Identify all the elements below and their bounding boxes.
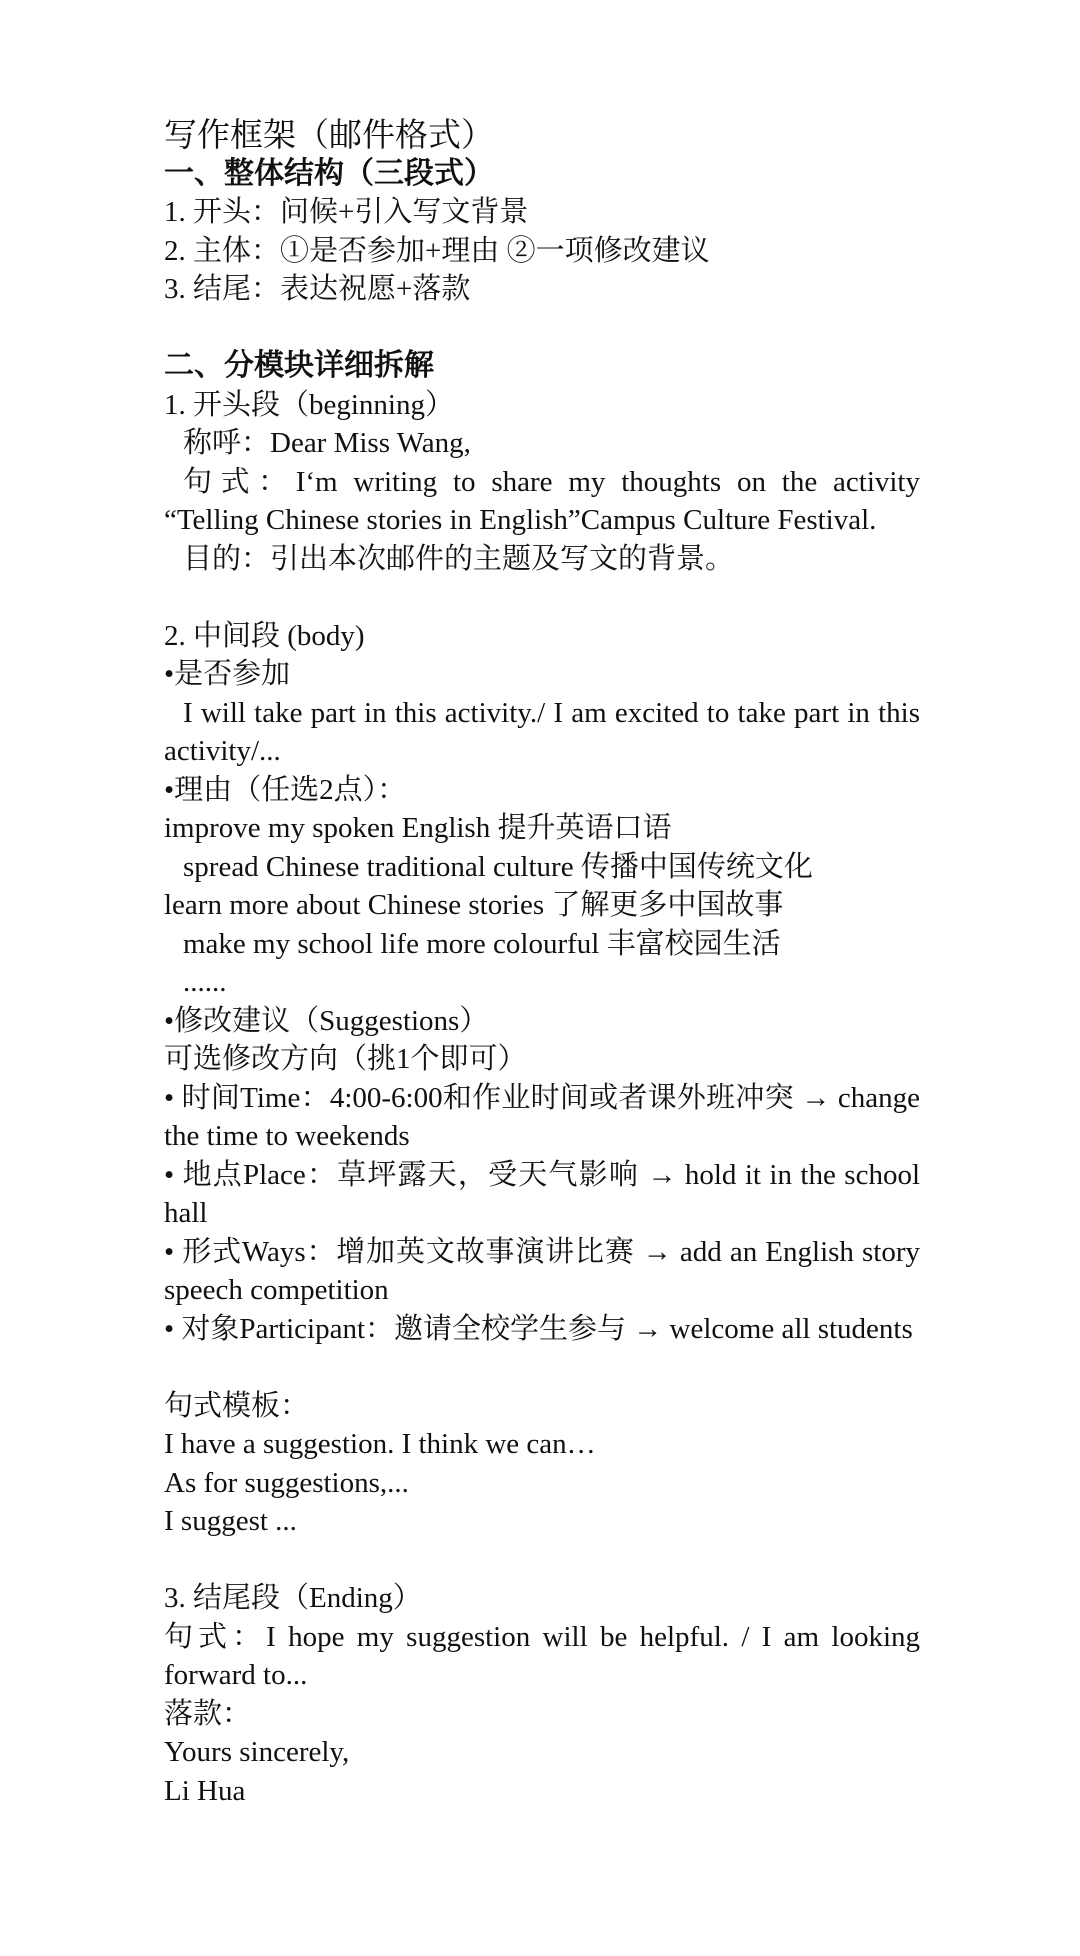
spacer xyxy=(164,578,920,617)
opening-purpose: 目的：引出本次邮件的主题及写文的背景。 xyxy=(183,542,735,575)
closing-line: Yours sincerely, xyxy=(164,1736,350,1768)
document-page xyxy=(164,116,920,1810)
spacer xyxy=(164,1541,920,1580)
suggestion-item: • 形式Ways：增加英文故事演讲比赛 → add an English story speech competition xyxy=(164,1235,920,1306)
suggestion-item: • 对象Participant：邀请全校学生参与 → welcome all students xyxy=(164,1312,913,1345)
suggestions-subheading: 可选修改方向（挑1个即可） xyxy=(164,1043,527,1075)
section2-heading: 二、分模块详细拆解 xyxy=(164,348,434,383)
attend-text: I will take part in this activity./ I am excited to take part in this activity/... xyxy=(164,696,920,767)
part3-heading: 3. 结尾段（Ending） xyxy=(164,1582,422,1614)
template-item: As for suggestions,... xyxy=(164,1466,409,1499)
suggestion-item: • 时间Time：4:00-6:00和作业时间或者课外班冲突 → change the time to weekends xyxy=(164,1081,920,1152)
template-heading: 句式模板： xyxy=(164,1389,310,1422)
reason-ellipsis: ...... xyxy=(183,966,227,998)
structure-item-1: 1. 开头：问候+引入写文背景 xyxy=(164,196,529,228)
template-item: I suggest ... xyxy=(164,1505,297,1537)
suggestions-heading: •修改建议（Suggestions） xyxy=(164,1004,489,1037)
reason-item: improve my spoken English 提升英语口语 xyxy=(164,812,672,844)
page-title: 写作框架（邮件格式） xyxy=(164,115,494,154)
suggestion-item: • 地点Place：草坪露天，受天气影响 → hold it in the school hall xyxy=(164,1158,920,1229)
reason-item: make my school life more colourful 丰富校园生活 xyxy=(183,927,781,960)
reason-item: spread Chinese traditional culture 传播中国传统文化 xyxy=(183,850,813,883)
part2-heading: 2. 中间段 (body) xyxy=(164,619,365,652)
structure-item-2: 2. 主体：①是否参加+理由 ②一项修改建议 xyxy=(164,234,710,267)
signature-name: Li Hua xyxy=(164,1774,246,1807)
template-item: I have a suggestion. I think we can… xyxy=(164,1428,596,1460)
opening-pattern: 句式：I‘m writing to share my thoughts on the activity “Telling Chinese stories in English”Campus Culture Festival. xyxy=(164,465,920,536)
part1-heading: 1. 开头段（beginning） xyxy=(164,388,454,421)
attend-heading: •是否参加 xyxy=(164,658,291,690)
section1-heading: 一、整体结构（三段式） xyxy=(164,155,494,191)
ending-pattern: 句式：I hope my suggestion will be helpful. / I am looking forward to... xyxy=(164,1620,920,1691)
spacer xyxy=(164,1348,920,1387)
reason-item: learn more about Chinese stories 了解更多中国故事 xyxy=(164,889,784,921)
structure-item-3: 3. 结尾：表达祝愿+落款 xyxy=(164,273,471,305)
signoff-label: 落款： xyxy=(164,1697,252,1730)
spacer xyxy=(164,309,920,348)
salutation-line: 称呼：Dear Miss Wang, xyxy=(183,427,471,459)
reasons-heading: •理由（任选2点）： xyxy=(164,773,407,806)
